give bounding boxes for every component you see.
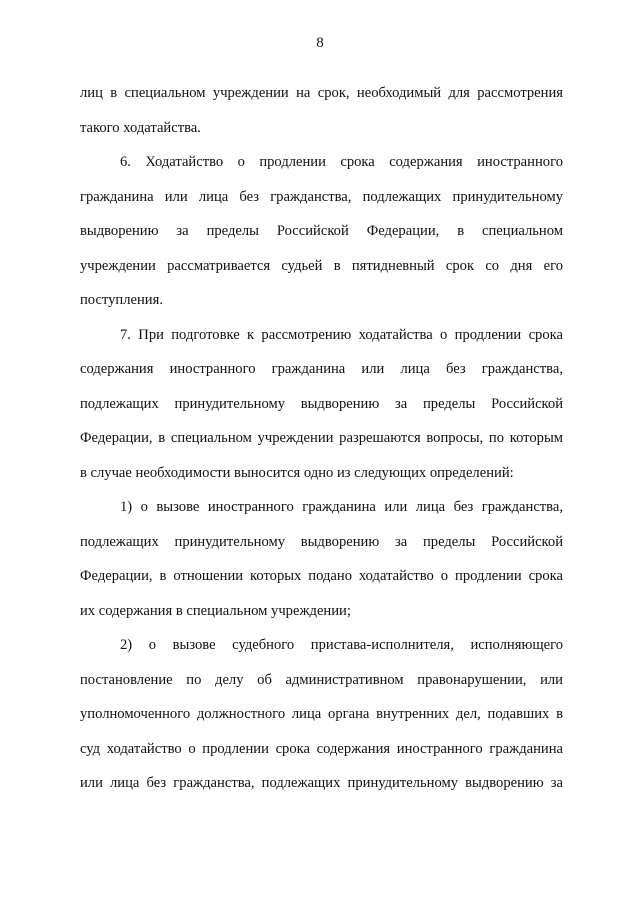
paragraph-subitem-2 (80, 628, 563, 801)
text-line: Федерации, в специальном учреждении разрешаются вопросы, по которым (80, 430, 563, 446)
text-line: содержания иностранного гражданина или лица без гражданства, (80, 361, 563, 377)
text-line: суд ходатайство о продлении срока содержания иностранного гражданина (80, 740, 563, 757)
text-line: подлежащих принудительному выдворению за пределы Российской (80, 533, 563, 550)
page-number: 8 (316, 35, 324, 51)
paragraph-subitem-1 (80, 490, 563, 628)
paragraph-item-7 (80, 318, 563, 491)
text-line: постановление по делу об административном правонарушении, или (80, 671, 563, 688)
text-line: гражданина или лица без гражданства, подлежащих принудительному (80, 188, 563, 205)
text-line: или лица без гражданства, подлежащих принудительному выдворению за (80, 775, 563, 791)
text-line: такого ходатайства. (80, 119, 201, 136)
text-line: 1) о вызове иностранного гражданина или лица без гражданства, (120, 499, 563, 515)
paragraph-item-6 (80, 145, 563, 318)
text-line: уполномоченного должностного лица органа внутренних дел, подавших в (80, 706, 563, 722)
text-line: выдворению за пределы Российской Федерации, в специальном (80, 223, 563, 239)
text-line: в случае необходимости выносится одно из следующих определений: (80, 464, 514, 481)
document-body (80, 76, 563, 801)
text-line: 2) о вызове судебного пристава-исполнителя, исполняющего (120, 637, 563, 653)
text-line: поступления. (80, 292, 163, 308)
text-line: Федерации, в отношении которых подано ходатайство о продлении срока (80, 568, 563, 584)
text-line: лиц в специальном учреждении на срок, необходимый для рассмотрения (80, 85, 563, 101)
paragraph-continuation (80, 76, 563, 145)
text-line: их содержания в специальном учреждении; (80, 602, 351, 619)
text-line: учреждении рассматривается судьей в пятидневный срок со дня его (80, 257, 563, 274)
text-line: 6. Ходатайство о продлении срока содержания иностранного (120, 154, 563, 170)
text-line: 7. При подготовке к рассмотрению ходатайства о продлении срока (120, 326, 563, 343)
text-line: подлежащих принудительному выдворению за пределы Российской (80, 395, 563, 412)
